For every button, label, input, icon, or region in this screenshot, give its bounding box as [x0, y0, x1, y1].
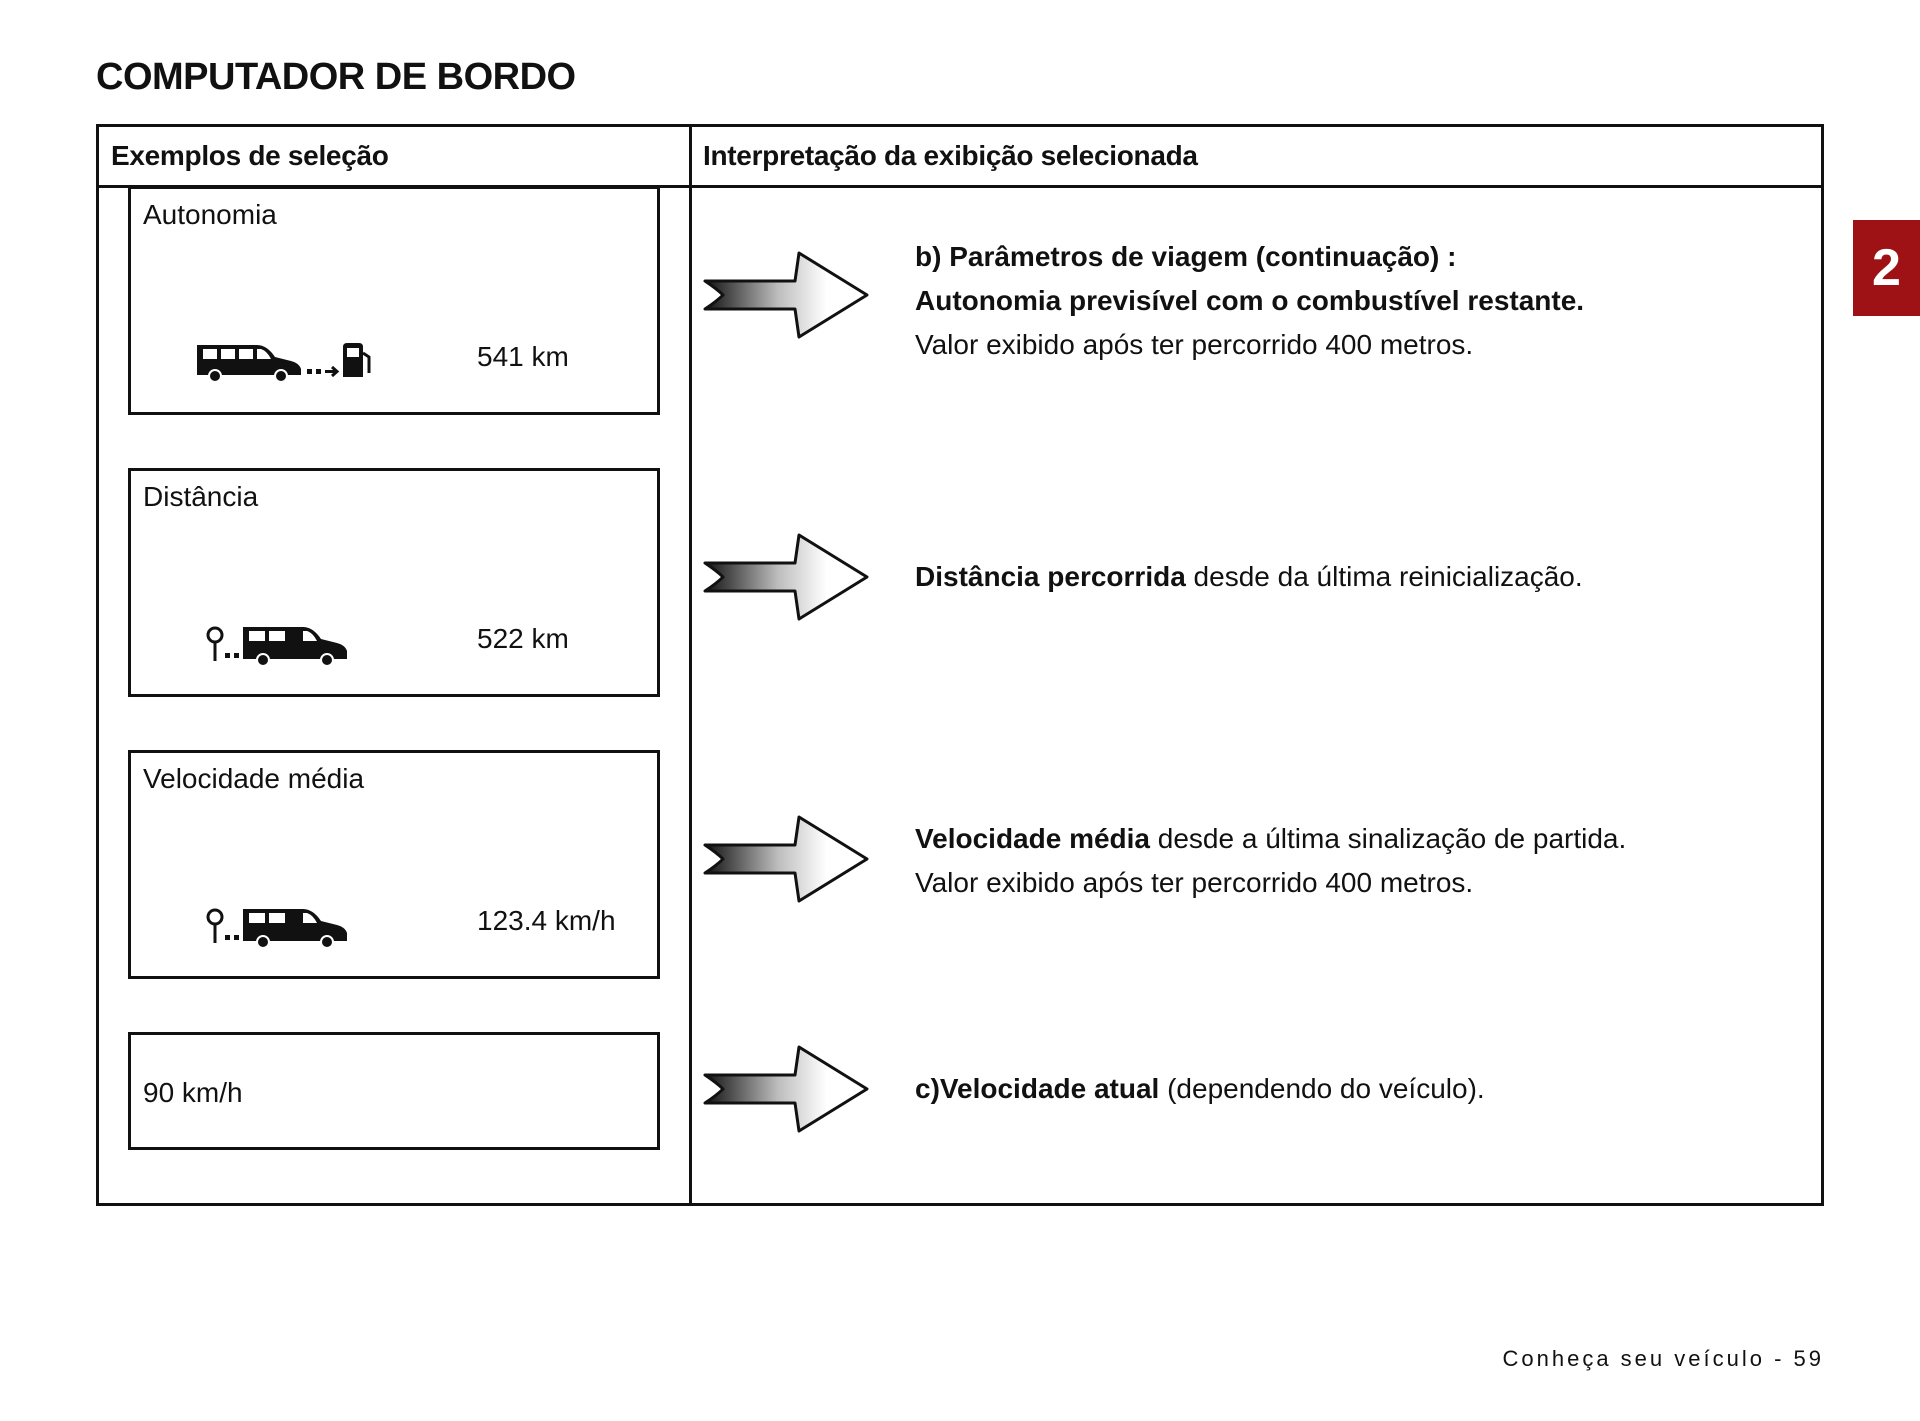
page-footer: Conheça seu veículo - 59: [1502, 1346, 1824, 1371]
display-box-current-speed: [128, 1032, 660, 1150]
header-examples: Exemplos de seleção: [111, 140, 389, 171]
box-value: 541 km: [477, 341, 569, 372]
desc-text: (dependendo do veículo).: [1159, 1073, 1485, 1104]
arrow-icon: [703, 813, 871, 905]
pin-to-van-icon: [205, 903, 365, 949]
box-value: 90 km/h: [143, 1077, 243, 1108]
description-distance: [915, 555, 1795, 599]
desc-text: Valor exibido após ter percorrido 400 metros.: [915, 329, 1474, 360]
desc-bold: c)Velocidade atual: [915, 1073, 1160, 1104]
description-autonomy: [915, 235, 1795, 367]
arrow-icon: [703, 531, 871, 623]
box-value: 522 km: [477, 623, 569, 654]
table-header: [99, 127, 1821, 188]
description-average-speed: [915, 817, 1795, 905]
description-current-speed: [915, 1067, 1795, 1111]
header-interpretation: Interpretação da exibição selecionada: [703, 140, 1198, 171]
arrow-icon: [703, 249, 871, 341]
display-box-distance: [128, 468, 660, 697]
box-title: Distância: [143, 481, 259, 512]
pin-to-van-icon: [205, 621, 365, 667]
arrow-icon: [703, 1043, 871, 1135]
box-title: Autonomia: [143, 199, 277, 230]
display-box-autonomy: [128, 186, 660, 415]
desc-text: Valor exibido após ter percorrido 400 metros.: [915, 867, 1474, 898]
desc-bold: Velocidade média: [915, 823, 1150, 854]
column-divider: [689, 127, 692, 1203]
box-title: Velocidade média: [143, 763, 365, 794]
van-to-fuel-pump-icon: [195, 339, 375, 383]
chapter-tab: 2: [1853, 220, 1920, 316]
page-title: COMPUTADOR DE BORDO: [96, 56, 576, 98]
display-box-average-speed: [128, 750, 660, 979]
desc-heading: b) Parâmetros de viagem (continuação) :: [915, 241, 1457, 272]
desc-text: desde da última reinicialização.: [1185, 561, 1583, 592]
desc-subheading: Autonomia previsível com o combustível restante.: [915, 285, 1585, 316]
box-value: 123.4 km/h: [477, 905, 616, 936]
desc-text: desde a última sinalização de partida.: [1150, 823, 1627, 854]
desc-bold: Distância percorrida: [915, 561, 1186, 592]
info-table: [96, 124, 1824, 1206]
